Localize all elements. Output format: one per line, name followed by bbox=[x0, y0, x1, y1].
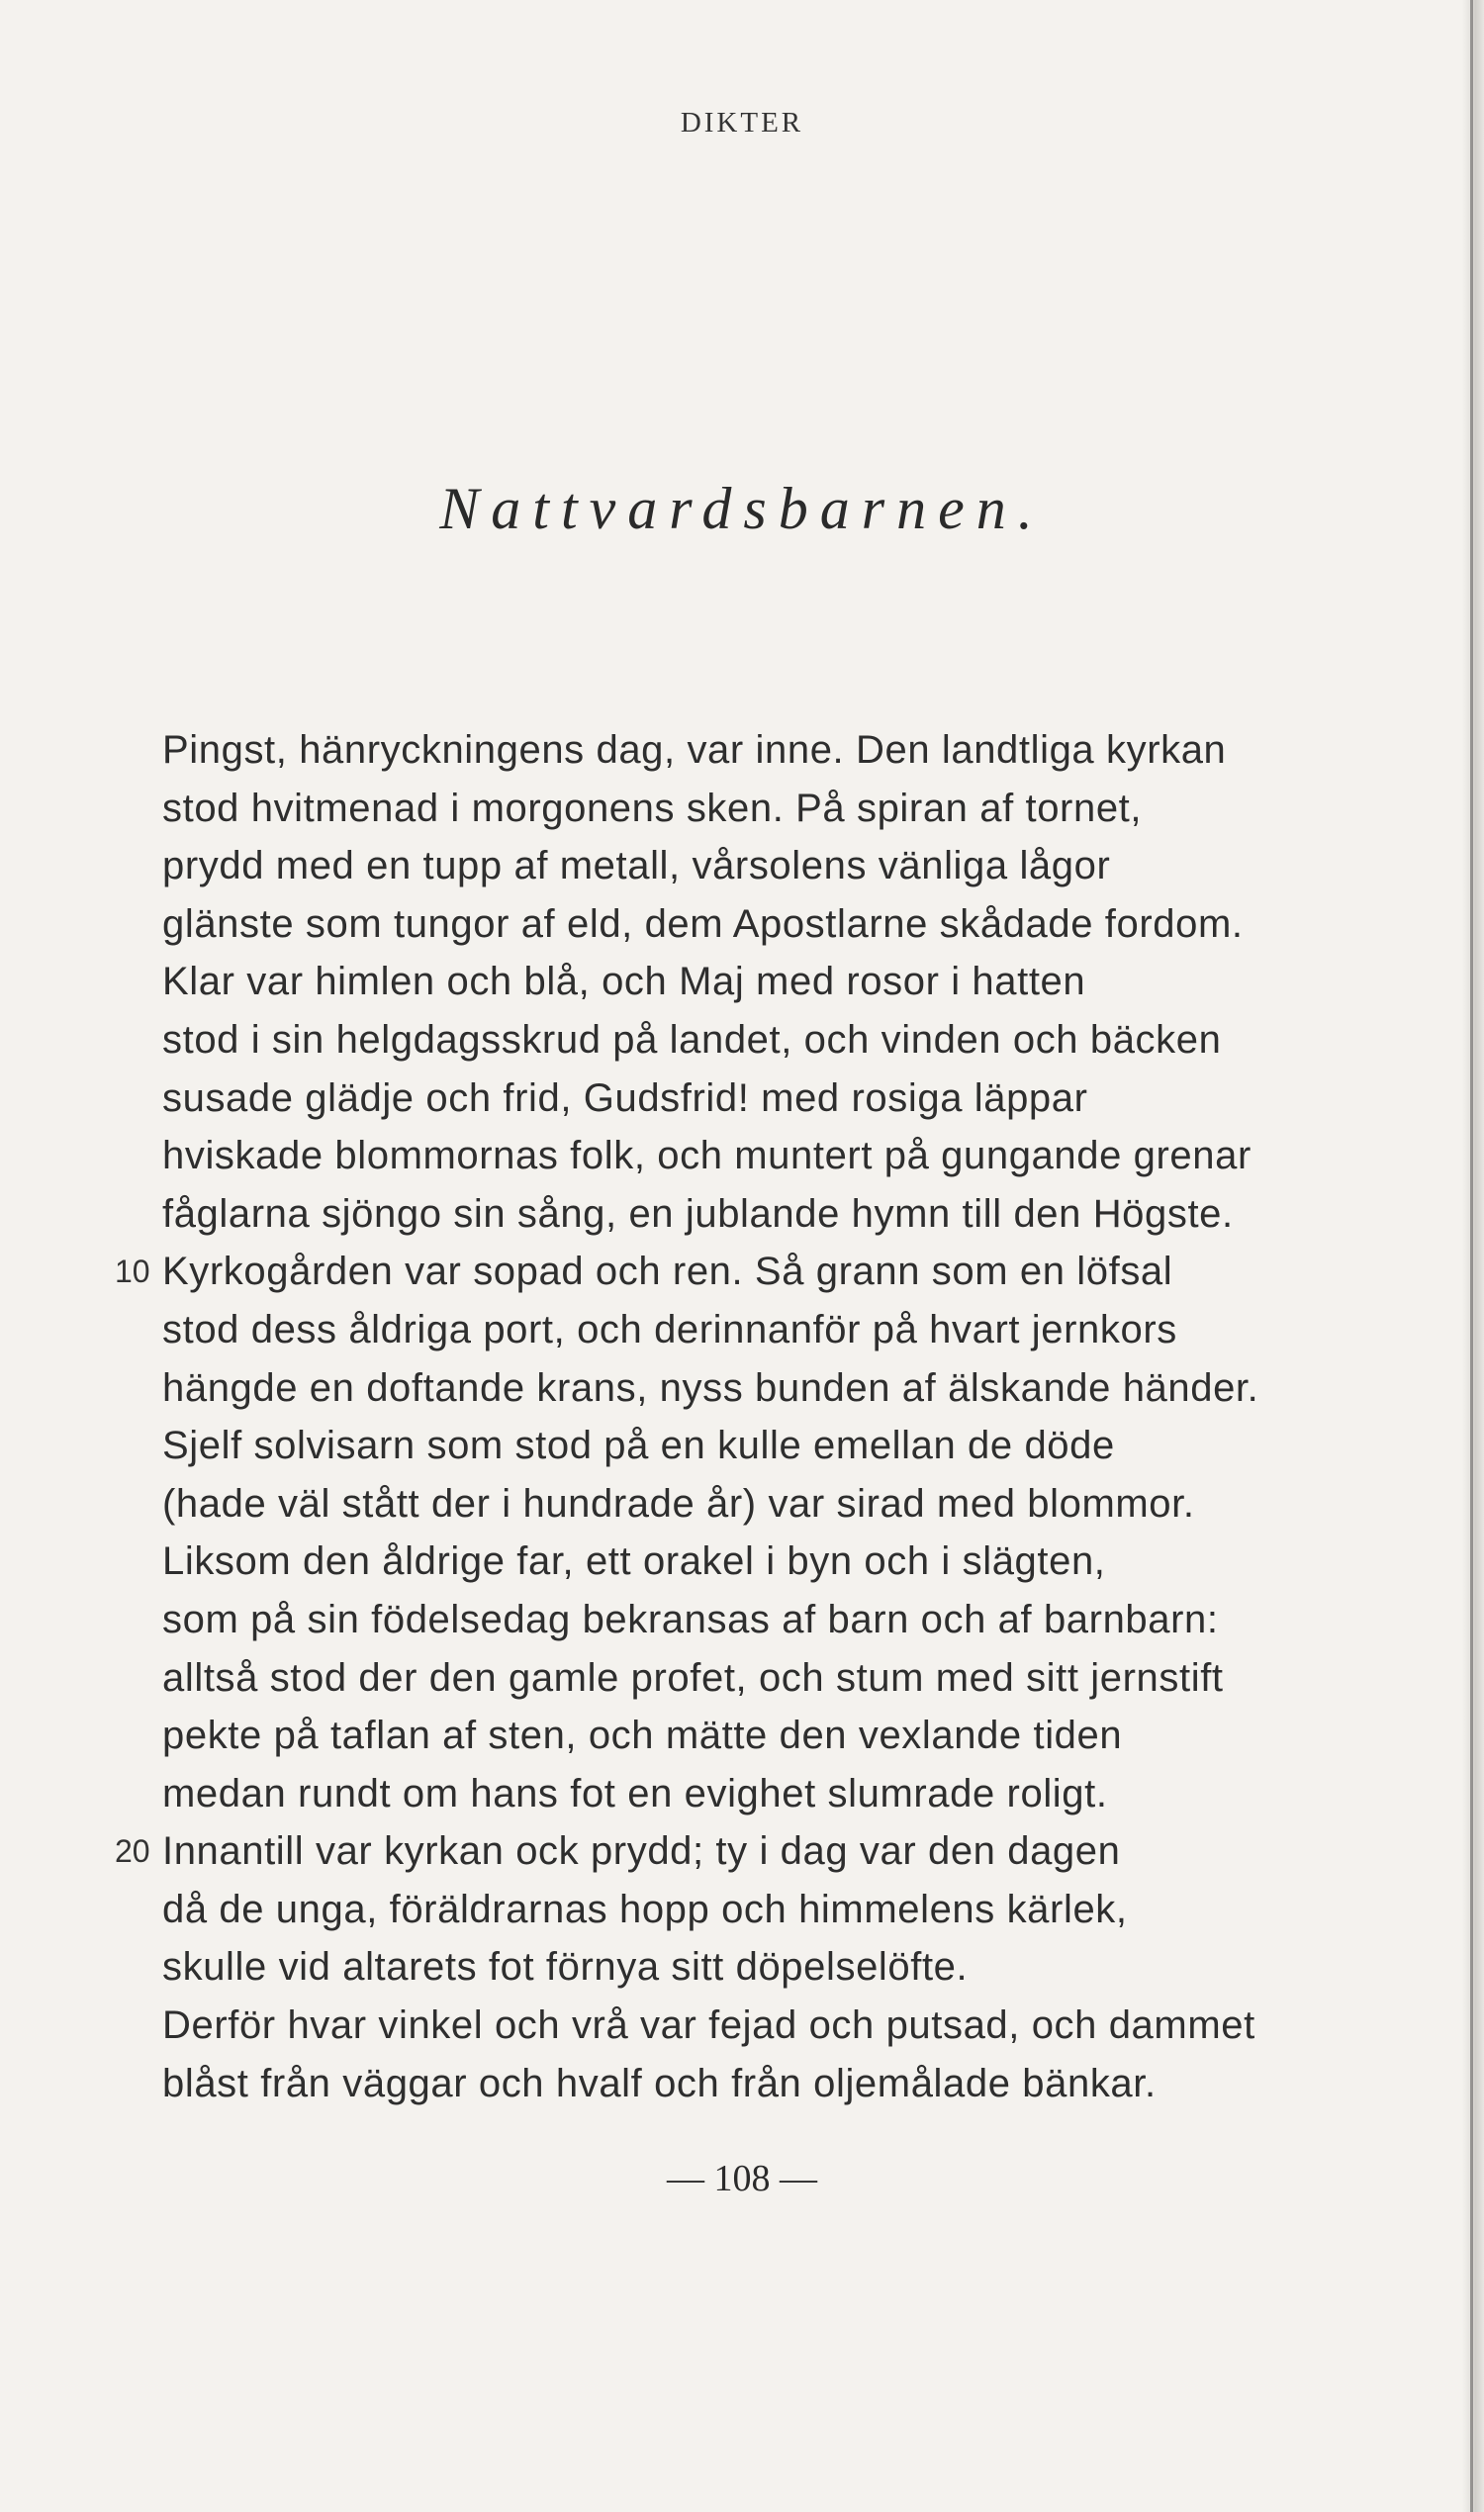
verse-line bbox=[162, 1649, 1448, 1708]
poem-title: Nattvardsbarnen. bbox=[439, 476, 1045, 541]
line-text: Klar var himlen och blå, och Maj med rosor i hatten bbox=[162, 960, 1086, 1004]
verse-line bbox=[162, 1127, 1448, 1185]
verse-line bbox=[162, 2055, 1448, 2113]
verse-line bbox=[162, 953, 1448, 1011]
line-text: prydd med en tupp af metall, vårsolens vänliga lågor bbox=[162, 844, 1111, 888]
verse-line bbox=[162, 1765, 1448, 1823]
line-text: fåglarna sjöngo sin sång, en jublande hymn till den Högste. bbox=[162, 1191, 1234, 1236]
line-text: Kyrkogården var sopad och ren. Så grann som en löfsal bbox=[162, 1250, 1173, 1294]
verse-line bbox=[162, 1417, 1448, 1475]
line-text: blåst från väggar och hvalf och från oljemålade bänkar. bbox=[162, 2061, 1157, 2105]
line-text: pekte på taflan af sten, och mätte den vexlande tiden bbox=[162, 1714, 1123, 1758]
verse-line bbox=[162, 1591, 1448, 1649]
line-text: Derför hvar vinkel och vrå var fejad och putsad, och dammet bbox=[162, 2003, 1255, 2048]
page-number: — 108 — bbox=[667, 2158, 817, 2199]
verse-line bbox=[162, 1070, 1448, 1128]
line-text: stod dess åldriga port, och derinnanför på hvart jernkors bbox=[162, 1307, 1177, 1351]
verse-line bbox=[162, 1707, 1448, 1765]
verse-line bbox=[162, 1938, 1448, 1997]
line-text: Innantill var kyrkan ock prydd; ty i dag var den dagen bbox=[162, 1829, 1121, 1874]
line-text: medan rundt om hans fot en evighet slumrade roligt. bbox=[162, 1771, 1108, 1815]
verse-line bbox=[162, 1359, 1448, 1418]
line-text: skulle vid altarets fot förnya sitt döpelselöfte. bbox=[162, 1945, 969, 1990]
verse-line bbox=[162, 837, 1448, 895]
line-text: Sjelf solvisarn som stod på en kulle emellan de döde bbox=[162, 1424, 1115, 1468]
verse-line bbox=[162, 1185, 1448, 1244]
page-edge bbox=[1462, 0, 1484, 2512]
verse-line bbox=[162, 721, 1448, 780]
line-text: glänste som tungor af eld, dem Apostlarne skådade fordom. bbox=[162, 901, 1244, 946]
line-text: stod hvitmenad i morgonens sken. På spiran af tornet, bbox=[162, 786, 1143, 830]
line-number: 10 bbox=[115, 1254, 150, 1290]
line-text: då de unga, föräldrarnas hopp och himmelens kärlek, bbox=[162, 1887, 1128, 1931]
line-text: alltså stod der den gamle profet, och stum med sitt jernstift bbox=[162, 1655, 1224, 1700]
verse-line bbox=[162, 1301, 1448, 1359]
verse-line bbox=[162, 780, 1448, 838]
verse-line bbox=[162, 1881, 1448, 1939]
running-head: DIKTER bbox=[680, 107, 804, 139]
line-text: hängde en doftande krans, nyss bunden af älskande händer. bbox=[162, 1365, 1259, 1410]
verse-line bbox=[115, 1822, 1448, 1881]
verse-line bbox=[162, 895, 1448, 954]
verse-line bbox=[162, 1011, 1448, 1070]
line-number: 20 bbox=[115, 1833, 150, 1870]
line-text: Liksom den åldrige far, ett orakel i byn och i slägten, bbox=[162, 1539, 1106, 1584]
verse-line bbox=[162, 1533, 1448, 1591]
verse-body bbox=[115, 721, 1448, 2112]
verse-line bbox=[162, 1997, 1448, 2055]
line-text: som på sin födelsedag bekransas af barn och af barnbarn: bbox=[162, 1597, 1219, 1641]
line-text: stod i sin helgdagsskrud på landet, och vinden och bäcken bbox=[162, 1017, 1222, 1062]
verse-line bbox=[115, 1243, 1448, 1301]
line-text: (hade väl stått der i hundrade år) var sirad med blommor. bbox=[162, 1481, 1195, 1526]
line-text: susade glädje och frid, Gudsfrid! med rosiga läppar bbox=[162, 1075, 1088, 1120]
line-text: Pingst, hänryckningens dag, var inne. Den landtliga kyrkan bbox=[162, 728, 1227, 772]
line-text: hviskade blommornas folk, och muntert på gungande grenar bbox=[162, 1134, 1252, 1178]
verse-line bbox=[162, 1475, 1448, 1534]
